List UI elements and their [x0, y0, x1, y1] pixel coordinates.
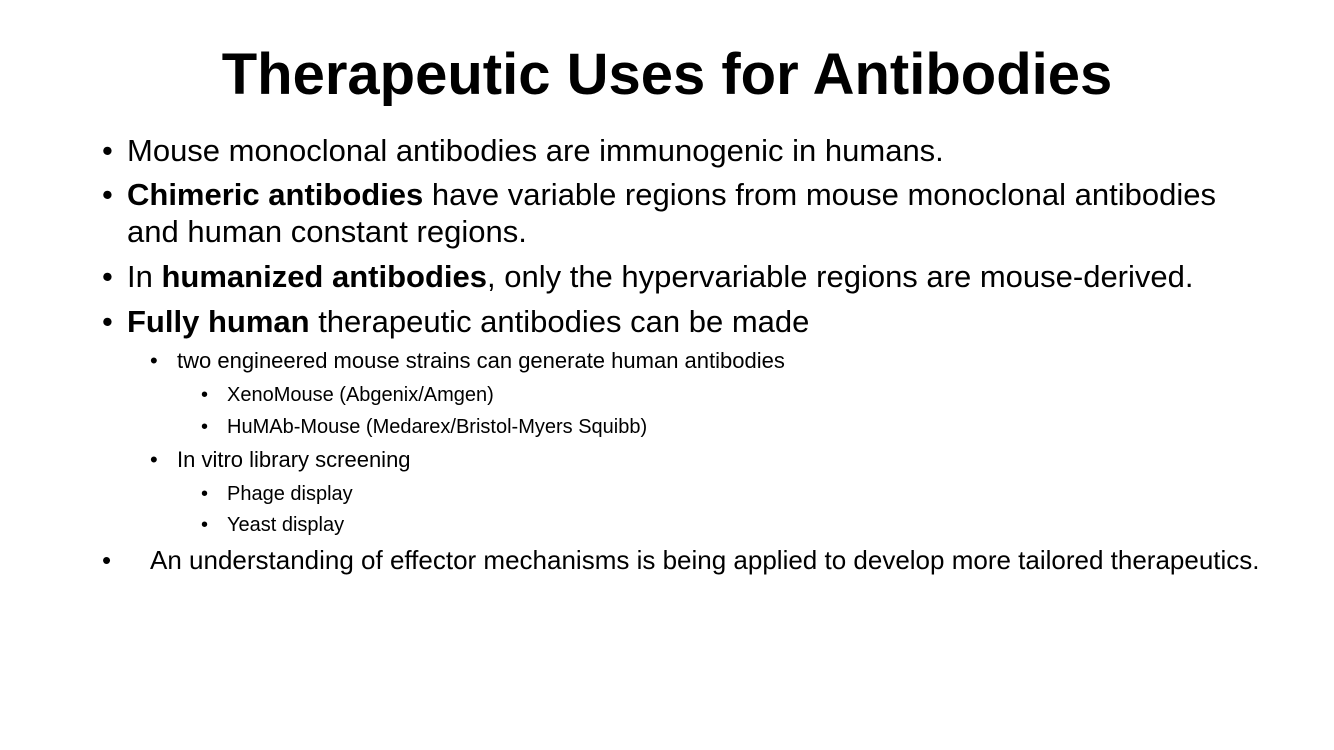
- bullet-dot: •: [150, 447, 158, 472]
- bullet-item: [102, 258, 1237, 295]
- sub-sub-bullet-item: [201, 482, 353, 506]
- bullet-text: have variable regions from mouse monoclonal antibodies and human constant regions.: [127, 177, 1216, 249]
- bullet-item: [102, 303, 1237, 340]
- bullet-item: [102, 132, 1237, 169]
- sub-bullet-item: [150, 447, 411, 473]
- slide-title: Therapeutic Uses for Antibodies: [221, 42, 1113, 107]
- sub-sub-bullet-text: XenoMouse (Abgenix/Amgen): [227, 384, 494, 406]
- sub-bullet-text: two engineered mouse strains can generate human antibodies: [177, 348, 785, 373]
- bullet-text-prefix: In: [127, 259, 162, 294]
- bullet-dot: •: [102, 259, 113, 294]
- bullet-dot: •: [150, 348, 158, 373]
- sub-sub-bullet-text: Yeast display: [227, 514, 345, 536]
- bullet-dot: •: [201, 514, 209, 536]
- bullet-bold-term: Fully human: [127, 304, 310, 339]
- bullet-text: Mouse monoclonal antibodies are immunogenic in humans.: [127, 133, 944, 168]
- bullet-item: [102, 176, 1237, 250]
- sub-sub-bullet-item: [201, 513, 345, 537]
- bullet-dot: •: [102, 177, 113, 212]
- bullet-item: [102, 545, 1260, 575]
- sub-bullet-item: [150, 348, 785, 374]
- bullet-bold-term: Chimeric antibodies: [127, 177, 424, 212]
- bullet-dot: •: [102, 304, 113, 339]
- sub-sub-bullet-text: HuMAb-Mouse (Medarex/Bristol-Myers Squibb): [227, 416, 648, 438]
- sub-sub-bullet-text: Phage display: [227, 483, 353, 505]
- sub-sub-bullet-item: [201, 415, 648, 439]
- sub-bullet-text: In vitro library screening: [177, 447, 411, 472]
- bullet-dot: •: [102, 133, 113, 168]
- bullet-dot: •: [102, 545, 112, 575]
- bullet-dot: •: [201, 416, 209, 438]
- bullet-dot: •: [201, 483, 209, 505]
- sub-sub-bullet-item: [201, 383, 494, 407]
- bullet-bold-term: humanized antibodies: [161, 259, 487, 294]
- bullet-dot: •: [201, 384, 209, 406]
- bullet-text: An understanding of effector mechanisms is being applied to develop more tailored therapeutics.: [150, 545, 1260, 575]
- bullet-text: , only the hypervariable regions are mouse-derived.: [487, 259, 1194, 294]
- bullet-text: therapeutic antibodies can be made: [309, 304, 810, 339]
